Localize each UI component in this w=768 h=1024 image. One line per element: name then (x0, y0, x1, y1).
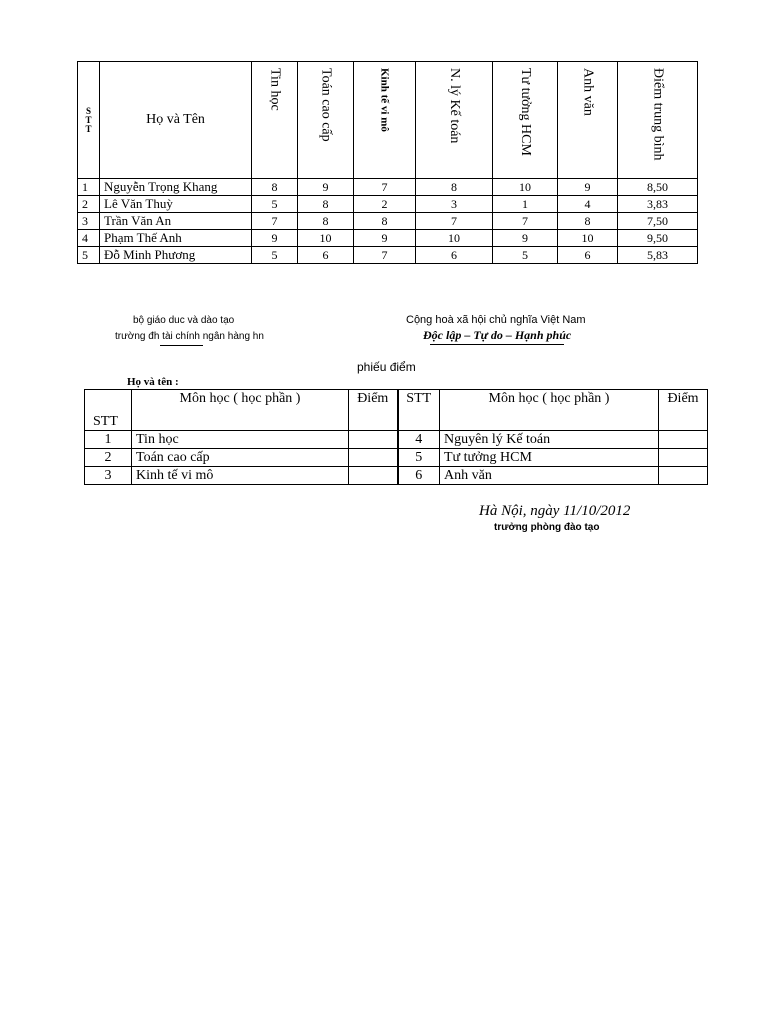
motto-underline (430, 344, 564, 345)
name-header: Họ và Tên (100, 62, 252, 179)
subject-header (354, 62, 416, 179)
row-number: 4 (78, 230, 100, 247)
score-cell: 9 (252, 230, 298, 247)
subject-number: 2 (85, 449, 132, 467)
student-name: Phạm Thế Anh (100, 230, 252, 247)
average-cell: 9,50 (618, 230, 698, 247)
stt-header-letter: S (85, 105, 91, 116)
average-cell: 3,83 (618, 196, 698, 213)
republic-name: Cộng hoà xã hội chủ nghĩa Việt Nam (406, 314, 586, 326)
table-row (78, 196, 698, 213)
score-entry (349, 449, 398, 467)
subject-name: Anh văn (440, 467, 659, 485)
score-cell: 2 (354, 196, 416, 213)
stt-header-letter: T (85, 123, 92, 134)
school-underline (160, 345, 203, 346)
average-header (618, 62, 698, 179)
score-cell: 10 (416, 230, 493, 247)
score-cell: 7 (252, 213, 298, 230)
subject-header-label: Anh văn (580, 68, 596, 116)
subject-header (493, 62, 558, 179)
subject-number: 1 (85, 431, 132, 449)
score-cell: 7 (354, 247, 416, 264)
table-row (78, 179, 698, 196)
score-cell: 7 (416, 213, 493, 230)
score-cell: 10 (558, 230, 618, 247)
table-row (78, 213, 698, 230)
score-entry (659, 449, 708, 467)
score-cell: 10 (493, 179, 558, 196)
subject-header (252, 62, 298, 179)
score-cell: 1 (493, 196, 558, 213)
subject-column-header: Môn học ( học phần ) (132, 390, 349, 431)
score-cell: 8 (298, 196, 354, 213)
score-entry (349, 431, 398, 449)
grades-header-row (78, 62, 698, 179)
score-cell: 8 (558, 213, 618, 230)
subject-number: 3 (85, 467, 132, 485)
subject-name: Toán cao cấp (132, 449, 349, 467)
subject-number: 4 (398, 431, 440, 449)
subject-header-label: Tư tưởng HCM (518, 68, 533, 156)
stt-header (78, 62, 100, 179)
row-number: 3 (78, 213, 100, 230)
subject-header (298, 62, 354, 179)
row-number: 5 (78, 247, 100, 264)
subject-number: 5 (398, 449, 440, 467)
score-cell: 9 (354, 230, 416, 247)
score-cell: 8 (416, 179, 493, 196)
subject-column-header: Môn học ( học phần ) (440, 390, 659, 431)
score-entry (349, 467, 398, 485)
row-number: 2 (78, 196, 100, 213)
average-cell: 8,50 (618, 179, 698, 196)
stt-column-header: STT (85, 390, 132, 431)
score-column-header: Điểm (349, 390, 398, 431)
sheet-title: phiếu điểm (357, 360, 416, 374)
table-row (85, 449, 708, 467)
national-motto: Độc lập – Tự do – Hạnh phúc (423, 328, 572, 342)
subject-name: Tư tưởng HCM (440, 449, 659, 467)
score-cell: 5 (493, 247, 558, 264)
score-column-header: Điểm (659, 390, 708, 431)
table-row (78, 230, 698, 247)
score-cell: 8 (354, 213, 416, 230)
subject-header-label: Tin học (267, 68, 283, 111)
score-cell: 9 (558, 179, 618, 196)
subject-header (416, 62, 493, 179)
table-row (78, 247, 698, 264)
subject-name: Tin học (132, 431, 349, 449)
subject-header (558, 62, 618, 179)
ministry-name: bộ giáo duc và dào tạo (133, 315, 235, 326)
subject-header-label: N. lý Kế toán (447, 68, 462, 144)
student-name-label: Họ và tên : (127, 376, 179, 388)
student-name: Lê Văn Thuỳ (100, 196, 252, 213)
score-cell: 8 (298, 213, 354, 230)
grades-table (77, 61, 698, 264)
score-cell: 6 (558, 247, 618, 264)
score-sheet-header-row (85, 390, 708, 431)
score-cell: 5 (252, 247, 298, 264)
average-cell: 7,50 (618, 213, 698, 230)
student-name: Đỗ Minh Phương (100, 247, 252, 264)
score-cell: 10 (298, 230, 354, 247)
stt-column-header: STT (398, 390, 440, 431)
score-cell: 7 (493, 213, 558, 230)
score-cell: 8 (252, 179, 298, 196)
score-cell: 9 (298, 179, 354, 196)
subject-number: 6 (398, 467, 440, 485)
signing-date: Hà Nội, ngày 11/10/2012 (479, 503, 631, 519)
table-row (85, 467, 708, 485)
average-header-label: Điểm trung bình (650, 68, 666, 161)
subject-header-label: Kinh tế vi mô (378, 68, 391, 132)
score-entry (659, 431, 708, 449)
signatory-title: trưởng phòng đào tạo (494, 522, 600, 533)
subject-name: Kinh tế vi mô (132, 467, 349, 485)
score-cell: 6 (416, 247, 493, 264)
score-cell: 3 (416, 196, 493, 213)
average-cell: 5,83 (618, 247, 698, 264)
table-row (85, 431, 708, 449)
school-name: trường đh tài chính ngân hàng hn (115, 331, 264, 342)
student-name: Nguyễn Trọng Khang (100, 179, 252, 196)
score-cell: 5 (252, 196, 298, 213)
score-entry (659, 467, 708, 485)
score-sheet-table (84, 389, 708, 485)
row-number: 1 (78, 179, 100, 196)
score-cell: 7 (354, 179, 416, 196)
score-cell: 9 (493, 230, 558, 247)
student-name: Trần Văn An (100, 213, 252, 230)
score-cell: 4 (558, 196, 618, 213)
subject-name: Nguyên lý Kế toán (440, 431, 659, 449)
stt-header-letter: T (85, 114, 92, 125)
subject-header-label: Toán cao cấp (318, 68, 334, 142)
score-cell: 6 (298, 247, 354, 264)
